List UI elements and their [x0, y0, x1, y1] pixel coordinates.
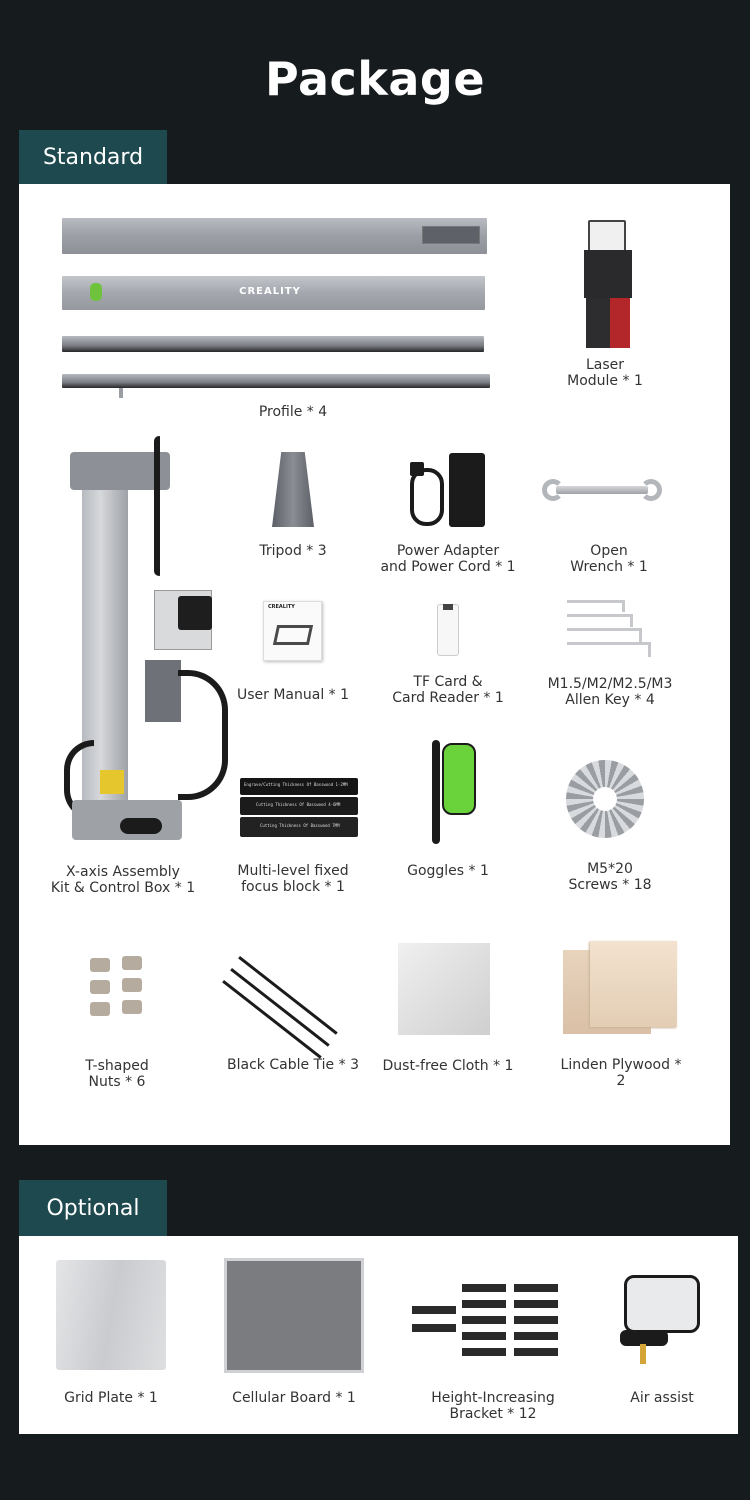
screws-label: M5*20 Screws * 18	[568, 861, 652, 893]
grid-plate-label: Grid Plate * 1	[64, 1390, 158, 1406]
plywood-label: Linden Plywood * 2	[560, 1057, 682, 1089]
tab-standard[interactable]: Standard	[19, 130, 167, 184]
cable-tie-label: Black Cable Tie * 3	[227, 1057, 359, 1073]
air-assist-label: Air assist	[630, 1390, 694, 1406]
user-manual-label: User Manual * 1	[236, 687, 350, 703]
focus-line-1: Engrave/Cutting Thickness Of Basswood 1-2MM	[244, 782, 348, 787]
manual-brand: CREALITY	[268, 604, 295, 610]
level-bubble-icon	[90, 283, 102, 301]
page-title: Package	[264, 52, 486, 106]
profile-label: Profile * 4	[258, 404, 328, 420]
wrench-label: Open Wrench * 1	[570, 543, 648, 575]
t-nuts-label: T-shaped Nuts * 6	[85, 1058, 149, 1090]
bracket-label: Height-Increasing Bracket * 12	[431, 1390, 555, 1422]
profile-brand: CREALITY	[239, 286, 301, 297]
goggles-label: Goggles * 1	[407, 863, 489, 879]
focus-block-label: Multi-level fixed focus block * 1	[237, 863, 349, 895]
laser-module-label: Laser Module * 1	[567, 357, 643, 389]
label-sticker-icon	[422, 226, 480, 244]
cellular-board-image	[224, 1258, 364, 1373]
allen-key-label: M1.5/M2/M2.5/M3 Allen Key * 4	[547, 676, 673, 708]
grid-plate-image	[56, 1260, 166, 1370]
tf-card-label: TF Card & Card Reader * 1	[392, 674, 504, 706]
focus-line-2: Cutting Thickness Of Basswood 4-6MM	[256, 802, 341, 807]
focus-line-3: Cutting Thickness Of Basswood 7MM	[260, 823, 340, 828]
power-adapter-label: Power Adapter and Power Cord * 1	[380, 543, 516, 575]
dust-free-cloth-image	[398, 943, 490, 1035]
cellular-board-label: Cellular Board * 1	[232, 1390, 356, 1406]
dust-free-cloth-label: Dust-free Cloth * 1	[382, 1058, 514, 1074]
tripod-label: Tripod * 3	[259, 543, 327, 559]
x-axis-assembly-label: X-axis Assembly Kit & Control Box * 1	[50, 864, 196, 896]
tab-optional[interactable]: Optional	[19, 1180, 167, 1236]
